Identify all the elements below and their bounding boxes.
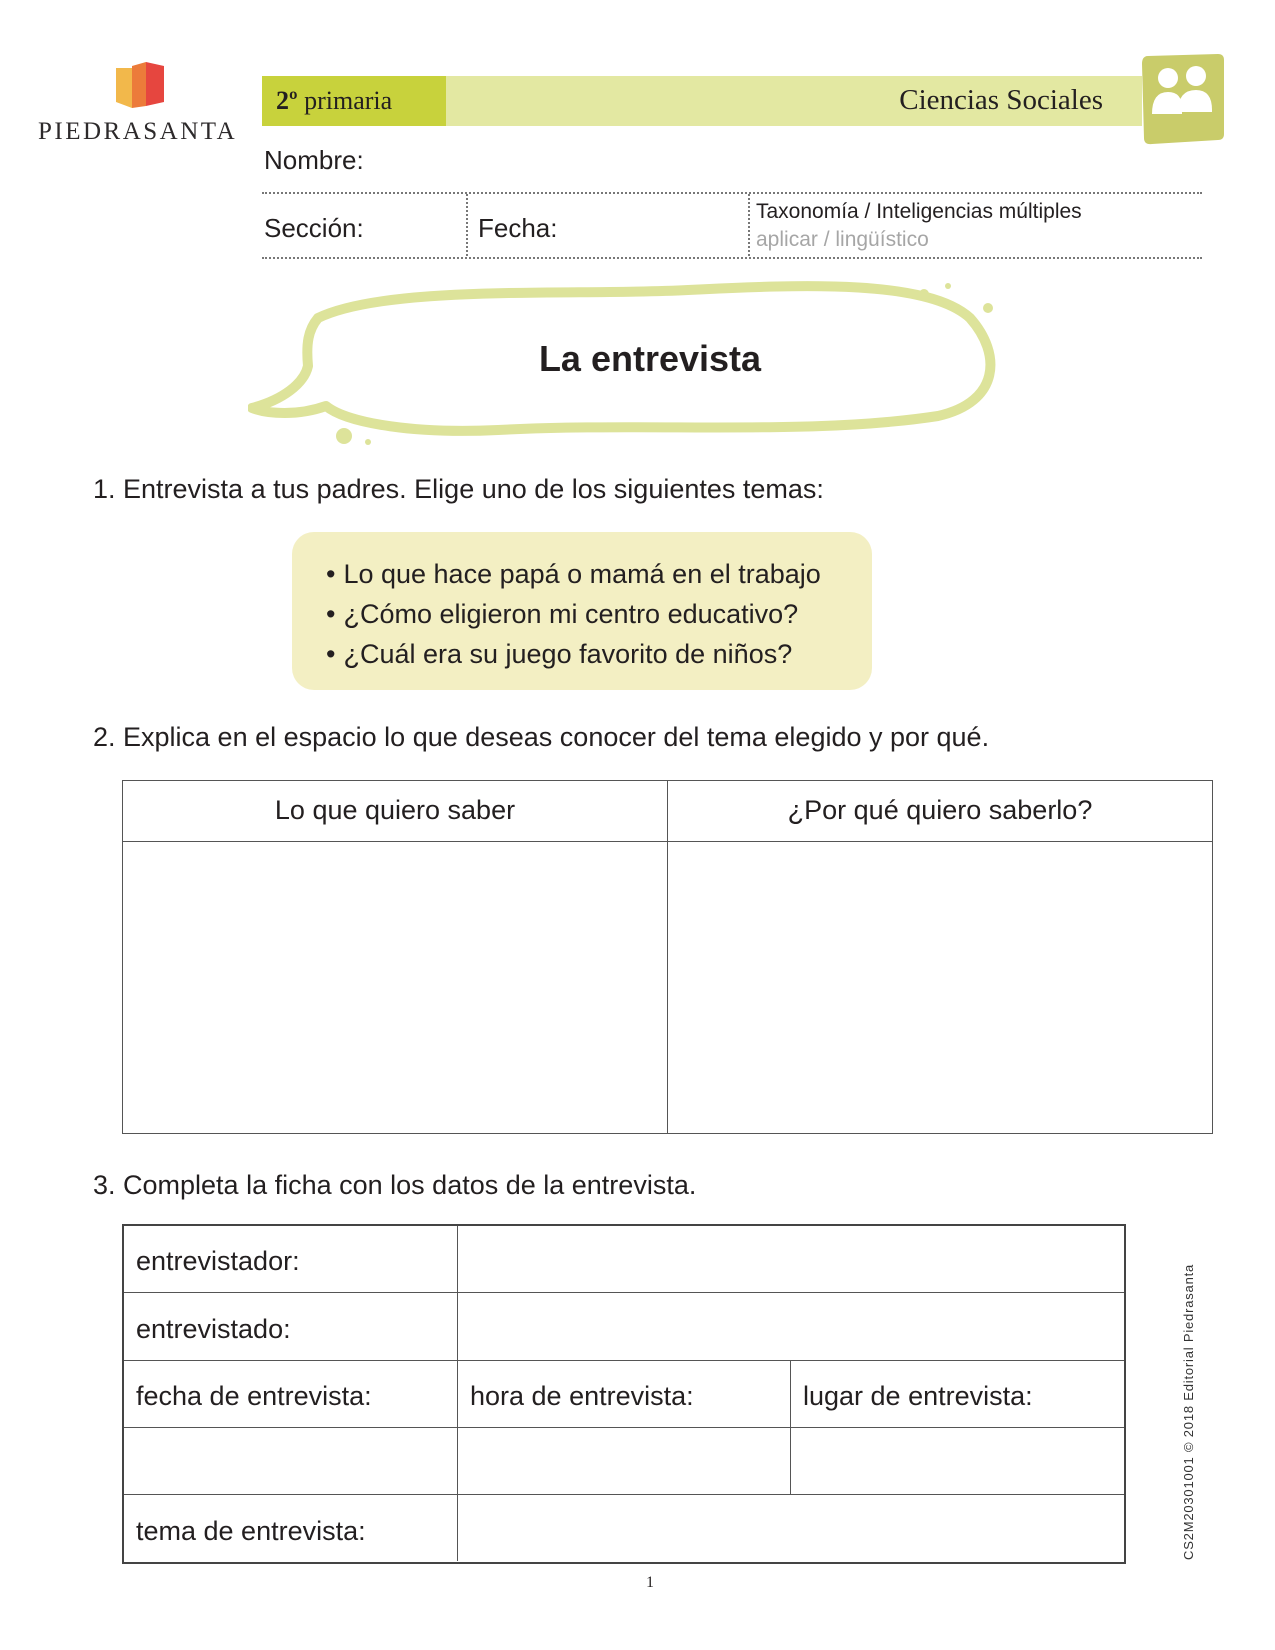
grade-number: 2º bbox=[276, 86, 298, 115]
column-divider bbox=[457, 1226, 458, 1561]
knowledge-table bbox=[122, 780, 1213, 1134]
piedrasanta-logo-icon bbox=[114, 62, 166, 110]
question-2: 2. Explica en el espacio lo que deseas conocer del tema elegido y por qué. bbox=[93, 722, 990, 752]
interviewee-label: entrevistado: bbox=[136, 1314, 291, 1344]
name-line bbox=[262, 192, 1202, 194]
topics-box bbox=[292, 532, 872, 690]
interviewer-field[interactable] bbox=[460, 1228, 1120, 1290]
name-label: Nombre: bbox=[264, 145, 364, 175]
row-divider bbox=[124, 1494, 1124, 1495]
interview-card-table bbox=[122, 1224, 1126, 1564]
row-divider bbox=[124, 1427, 1124, 1428]
people-icon bbox=[1138, 52, 1226, 148]
interview-topic-label: tema de entrevista: bbox=[136, 1516, 366, 1546]
question-1: 1. Entrevista a tus padres. Elige uno de los siguientes temas: bbox=[93, 474, 824, 504]
table-header-why: ¿Por qué quiero saberlo? bbox=[787, 795, 1093, 825]
answer-cell-why[interactable] bbox=[669, 843, 1212, 1131]
copyright-note: CS2M20301001 © 2018 Editorial Piedrasanta bbox=[1181, 1263, 1196, 1560]
grade-badge bbox=[262, 76, 446, 126]
interview-time-field[interactable] bbox=[460, 1430, 788, 1492]
field-divider bbox=[466, 194, 468, 256]
topic-item: • ¿Cuál era su juego favorito de niños? bbox=[326, 634, 872, 674]
grade-label: primaria bbox=[304, 86, 393, 115]
interviewee-field[interactable] bbox=[460, 1296, 1120, 1358]
page-number: 1 bbox=[646, 1574, 654, 1591]
interview-time-label: hora de entrevista: bbox=[470, 1381, 694, 1411]
subject-title: Ciencias Sociales bbox=[899, 84, 1103, 116]
section-label: Sección: bbox=[264, 213, 364, 243]
taxonomy-label: Taxonomía / Inteligencias múltiples bbox=[756, 200, 1082, 223]
date-label: Fecha: bbox=[478, 213, 558, 243]
field-divider bbox=[748, 194, 750, 256]
row-divider bbox=[124, 1360, 1124, 1361]
interview-place-field[interactable] bbox=[793, 1430, 1121, 1492]
topic-item: • Lo que hace papá o mamá en el trabajo bbox=[326, 554, 872, 594]
table-header-what: Lo que quiero saber bbox=[274, 795, 516, 825]
interview-date-label: fecha de entrevista: bbox=[136, 1381, 372, 1411]
worksheet-title: La entrevista bbox=[538, 338, 762, 379]
question-3: 3. Completa la ficha con los datos de la entrevista. bbox=[93, 1170, 697, 1200]
topic-item: • ¿Cómo eligieron mi centro educativo? bbox=[326, 594, 872, 634]
row-divider bbox=[124, 1292, 1124, 1293]
column-divider bbox=[790, 1360, 791, 1494]
taxonomy-value: aplicar / lingüístico bbox=[756, 228, 929, 251]
interview-topic-field[interactable] bbox=[460, 1497, 1120, 1559]
section-line bbox=[262, 257, 1202, 259]
table-column-divider bbox=[667, 781, 668, 1133]
interview-place-label: lugar de entrevista: bbox=[803, 1381, 1033, 1411]
interview-date-field[interactable] bbox=[126, 1430, 455, 1492]
logo-wordmark: PIEDRASANTA bbox=[38, 118, 238, 145]
interviewer-label: entrevistador: bbox=[136, 1246, 300, 1276]
answer-cell-what[interactable] bbox=[123, 843, 666, 1131]
